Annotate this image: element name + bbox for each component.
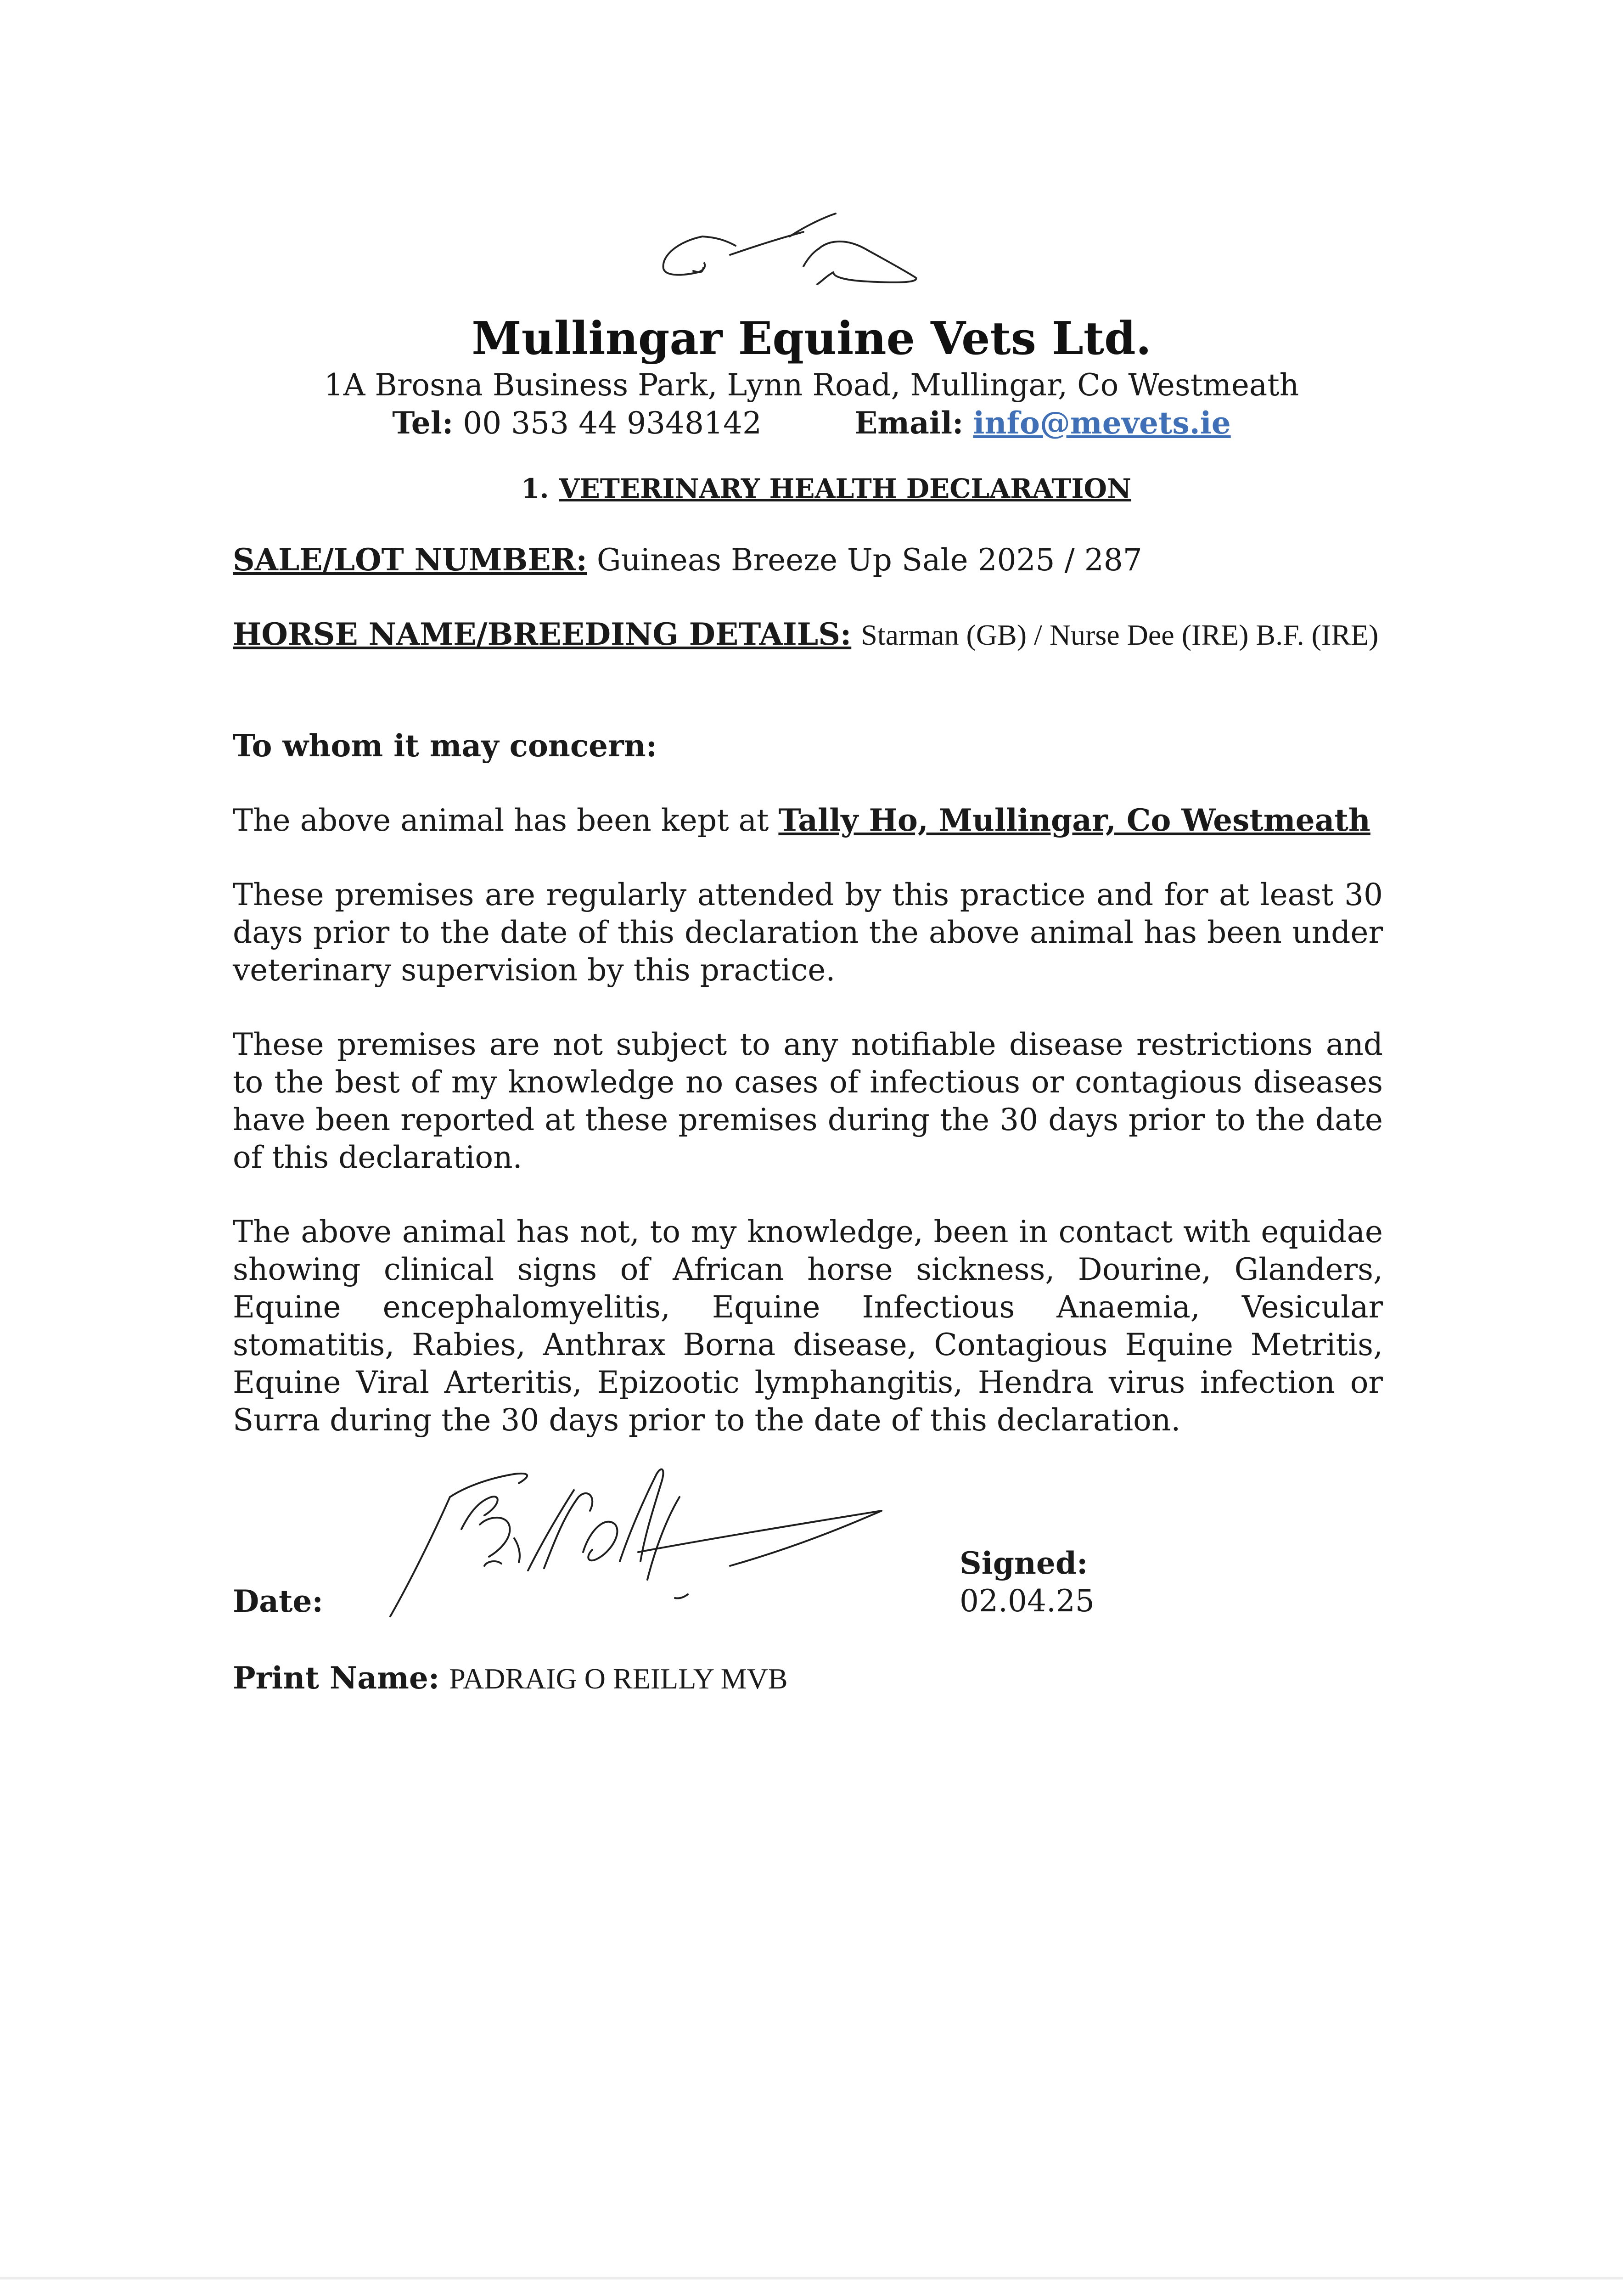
sale-lot-label: SALE/LOT NUMBER: <box>233 542 587 578</box>
horse-head-logo-icon <box>652 186 946 292</box>
signed-date-value: 02.04.25 <box>960 1583 1095 1619</box>
horse-details-value: Starman (GB) / Nurse Dee (IRE) B.F. (IRE) <box>861 619 1379 651</box>
sale-lot-line <box>233 541 1383 579</box>
print-name-value: PADRAIG O REILLY MVB <box>449 1662 788 1695</box>
salutation: To whom it may concern: <box>233 728 657 764</box>
email-label: Email: <box>854 405 964 441</box>
date-label: Date: <box>233 1583 323 1619</box>
supervision-paragraph: These premises are regularly attended by this practice and for at least 30 days prior to the date of this declaration the above animal has been under veterinary supervision by this practice. <box>233 877 1383 988</box>
handwritten-signature-icon <box>381 1446 900 1621</box>
restrictions-paragraph: These premises are not subject to any notifiable disease restrictions and to the best of my knowledge no cases of infectious or contagious diseases have been reported at these premises during the 30 days prior to the date of this declaration. <box>233 1027 1383 1175</box>
contact-paragraph: The above animal has not, to my knowledge, been in contact with equidae showing clinical signs of African horse sickness, Dourine, Glanders, Equine encephalomyelitis, Equine Infectious Anaemia, Vesicular stomatitis, Rabies, Anthrax Borna disease, Contagious Equine Metritis, Equine Viral Arteritis, Epizootic lymphangitis, Hendra virus infection or Surra during the 30 days prior to the date of this declaration. <box>233 1214 1383 1438</box>
declaration-heading <box>521 473 1131 504</box>
company-contact <box>0 405 1623 441</box>
tel-label: Tel: <box>392 405 454 441</box>
print-name-line <box>233 1660 788 1696</box>
sale-lot-value: Guineas Breeze Up Sale 2025 / 287 <box>596 542 1142 578</box>
tel-value: 00 353 44 9348142 <box>463 405 762 441</box>
signed-label: Signed: <box>960 1545 1088 1581</box>
horse-details-line <box>233 615 1383 654</box>
kept-text: The above animal has been kept at <box>233 803 769 838</box>
company-address: 1A Brosna Business Park, Lynn Road, Mullingar, Co Westmeath <box>324 367 1299 403</box>
email-link[interactable]: info@mevets.ie <box>973 405 1231 441</box>
scan-edge-line <box>0 2277 1623 2279</box>
kept-location: Tally Ho, Mullingar, Co Westmeath <box>778 802 1370 838</box>
company-name: Mullingar Equine Vets Ltd. <box>472 312 1151 365</box>
heading-number: 1. <box>521 473 549 504</box>
horse-details-label: HORSE NAME/BREEDING DETAILS: <box>233 616 852 652</box>
heading-title: VETERINARY HEALTH DECLARATION <box>559 473 1132 504</box>
kept-line <box>233 801 1383 839</box>
print-name-label: Print Name: <box>233 1660 440 1696</box>
